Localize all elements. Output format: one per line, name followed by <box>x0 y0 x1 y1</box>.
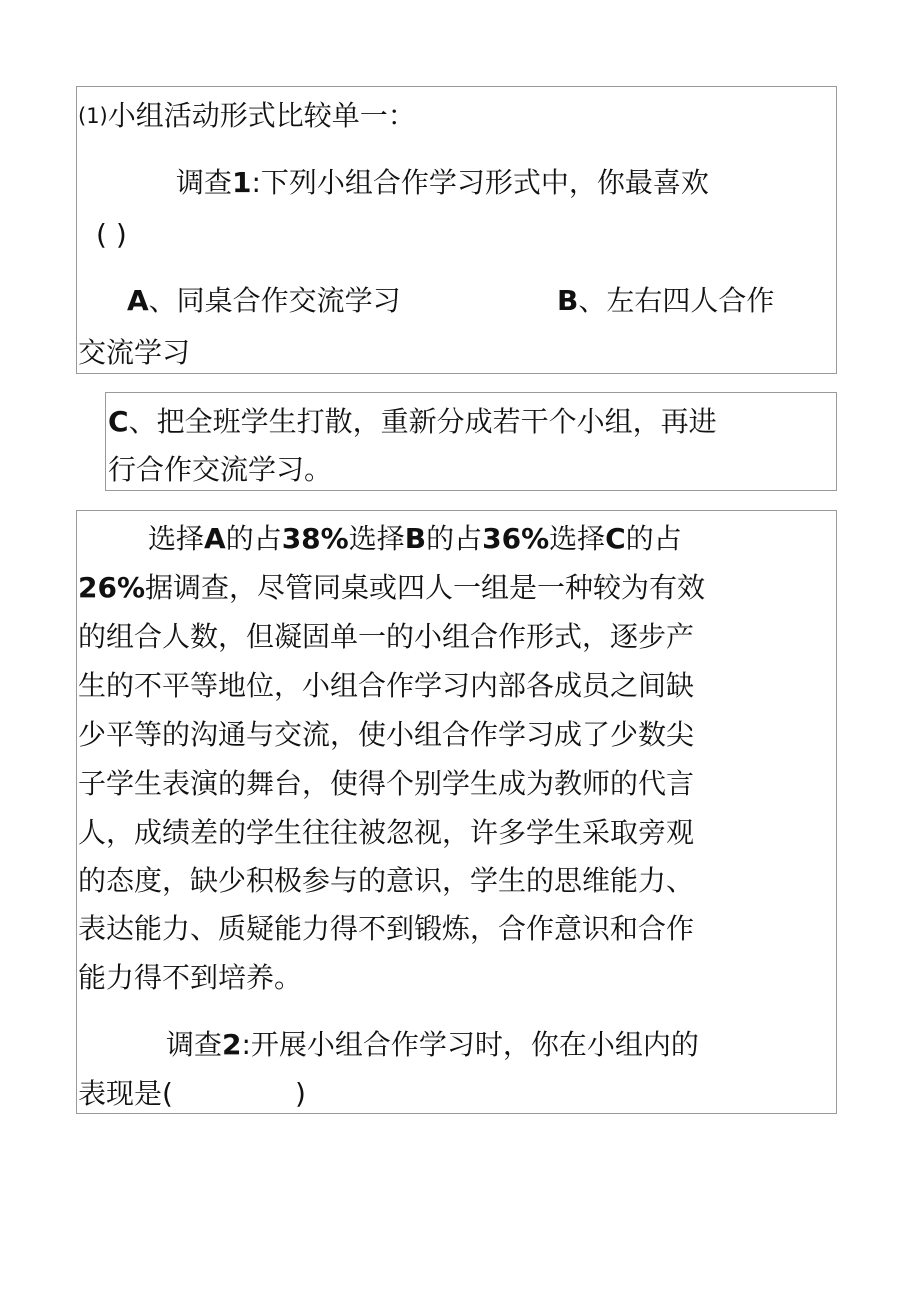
survey2-question: 调查2:开展小组合作学习时，你在小组内的 <box>166 1028 699 1061</box>
survey1-question: 调查1:下列小组合作学习形式中，你最喜欢 <box>176 166 709 199</box>
paragraph-line: 的组合人数，但凝固单一的小组合作形式，逐步产 <box>78 620 695 653</box>
option-c-continued: 行合作交流学习。 <box>108 453 333 486</box>
option-a: A、同桌合作交流学习 <box>127 284 401 317</box>
survey2-continued: 表现是( ) <box>78 1077 306 1110</box>
paragraph-line: 子学生表演的舞台，使得个别学生成为教师的代言 <box>78 767 695 800</box>
paragraph-line: 的态度，缺少积极参与的意识，学生的思维能力、 <box>78 864 695 897</box>
results-line-2: 26%据调查，尽管同桌或四人一组是一种较为有效 <box>78 571 706 604</box>
paragraph-line: 表达能力、质疑能力得不到锻炼，合作意识和合作 <box>78 912 695 945</box>
paragraph-line: 生的不平等地位，小组合作学习内部各成员之间缺 <box>78 669 695 702</box>
heading-number: (1) <box>78 104 108 128</box>
option-b-continued: 交流学习 <box>78 336 191 369</box>
heading <box>78 99 416 133</box>
option-b: B、左右四人合作 <box>557 284 775 317</box>
option-c: C、把全班学生打散，重新分成若干个小组，再进 <box>108 405 717 438</box>
paragraph-line: 能力得不到培养。 <box>78 961 303 994</box>
paragraph-line: 少平等的沟通与交流，使小组合作学习成了少数尖 <box>78 718 695 751</box>
answer-paren: ( ) <box>96 218 127 251</box>
heading-text: 小组活动形式比较单一： <box>107 99 416 132</box>
survey1-results: 选择A的占38%选择B的占36%选择C的占 <box>148 522 682 555</box>
paragraph-line: 人，成绩差的学生往往被忽视，许多学生采取旁观 <box>78 816 695 849</box>
